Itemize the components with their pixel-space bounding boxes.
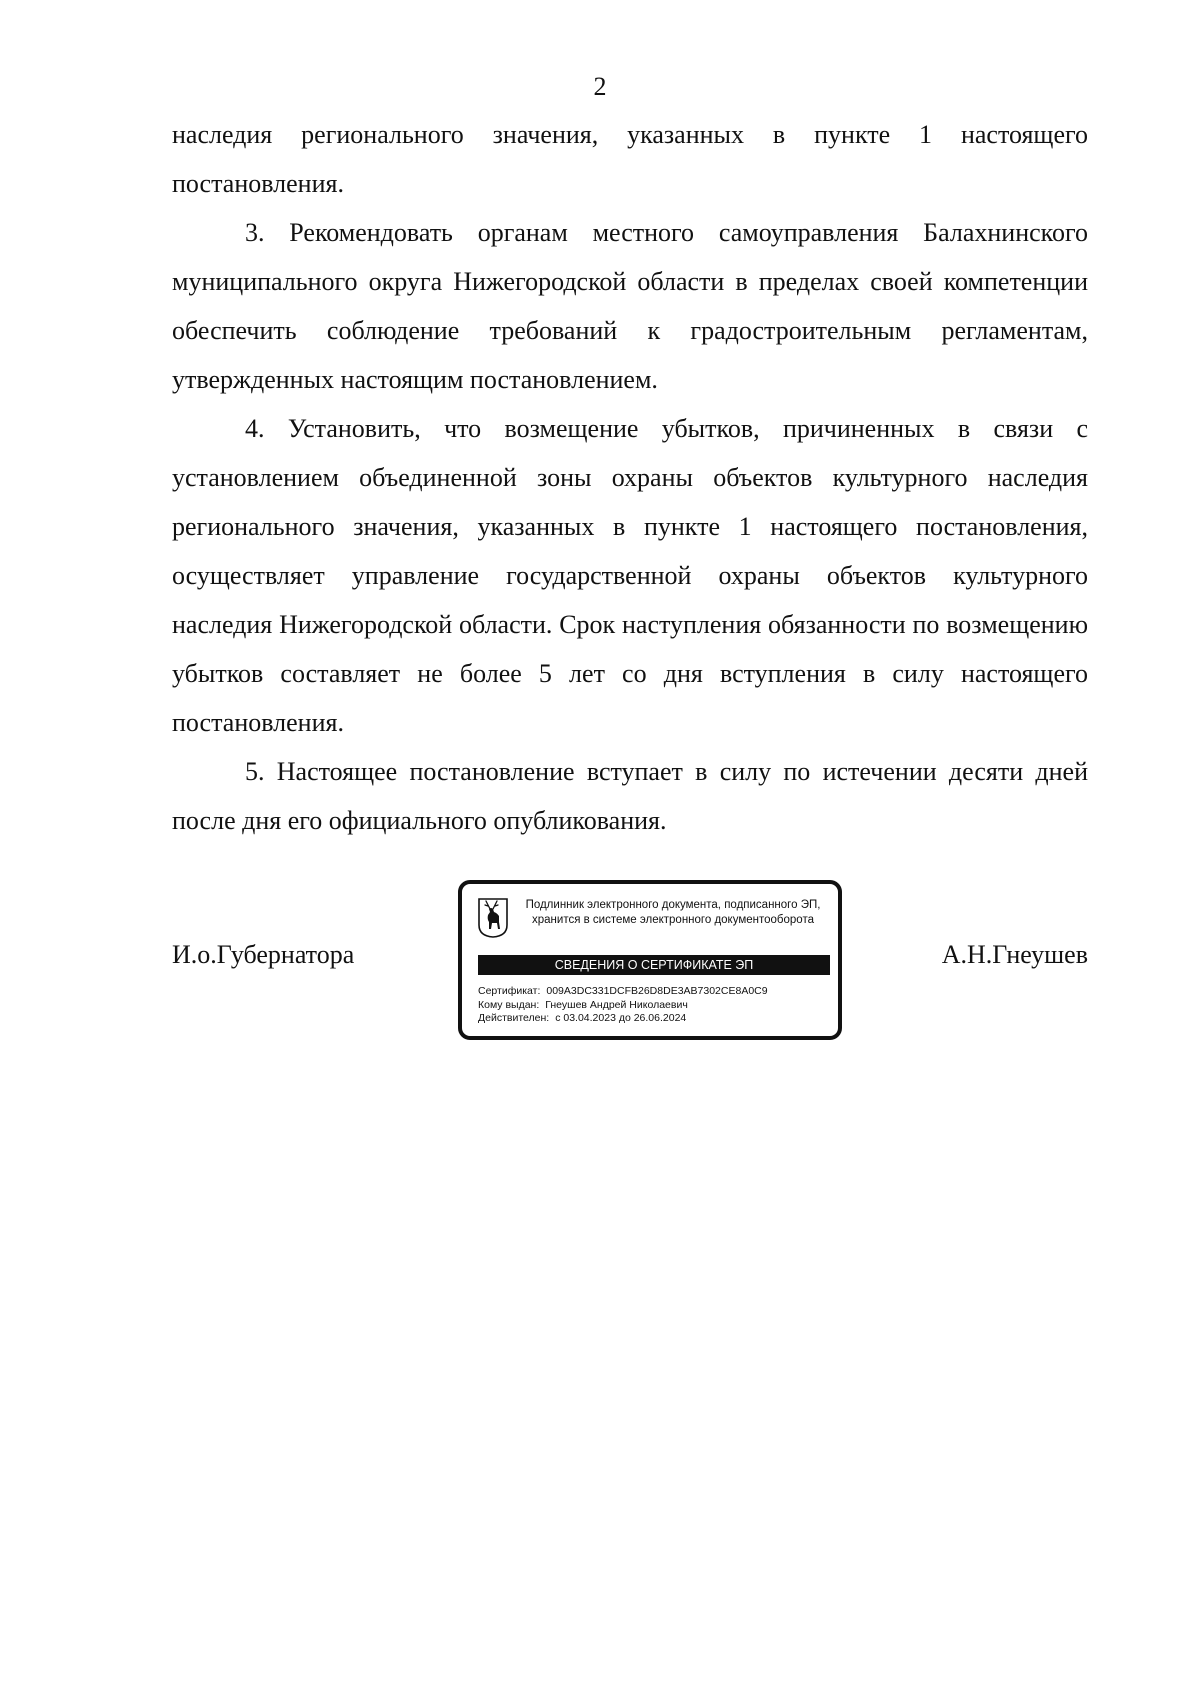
paragraph-3: 3. Рекомендовать органам местного самоуправления Балахнинского муниципального округа Нижегородской области в пределах своей компетенции обеспечить соблюдение требований к градостроительным регламентам, утвержденных настоящим постановлением.	[172, 218, 1088, 394]
stamp-header-line: Подлинник электронного документа, подписанного ЭП,	[525, 899, 821, 911]
issued-to-value: Гнеушев Андрей Николаевич	[545, 998, 688, 1011]
paragraph-4: 4. Установить, что возмещение убытков, причиненных в связи с установлением объединенной зоны охраны объектов культурного наследия регионального значения, указанных в пункте 1 настоящего постановления, осуществляет управление государственной охраны объектов культурного наследия Нижегородской области. Срок наступления обязанности по возмещению убытков составляет не более 5 лет со дня вступления в силу настоящего постановления.	[172, 414, 1088, 737]
certificate-value: 009A3DC331DCFB26D8DE3AB7302CE8A0C9	[546, 985, 768, 997]
page-number: 2	[593, 72, 607, 101]
stamp-header-line: хранится в системе электронного документооборота	[532, 914, 814, 926]
signer-position: И.о.Губернатора	[172, 940, 355, 969]
certificate-label: Сертификат:	[478, 985, 541, 997]
issued-to-line	[478, 999, 830, 1013]
issued-to-label: Кому выдан:	[478, 998, 540, 1011]
paragraph-continuation: наследия регионального значения, указанных в пункте 1 настоящего постановления.	[172, 120, 1088, 198]
validity-value: с 03.04.2023 до 26.06.2024	[555, 1012, 687, 1024]
deer-coat-of-arms-icon	[478, 898, 508, 938]
signer-name: А.Н.Гнеушев	[941, 940, 1088, 969]
validity-line	[478, 1012, 830, 1026]
certificate-details	[478, 985, 830, 1026]
validity-label: Действителен:	[478, 1012, 550, 1024]
stamp-header	[514, 898, 832, 928]
electronic-signature-stamp	[458, 880, 842, 1040]
paragraph-5: 5. Настоящее постановление вступает в силу по истечении десяти дней после дня его официального опубликования.	[172, 757, 1088, 835]
certificate-line	[478, 985, 830, 999]
stamp-title-bar: СВЕДЕНИЯ О СЕРТИФИКАТЕ ЭП	[478, 955, 830, 975]
document-body	[172, 110, 1088, 845]
